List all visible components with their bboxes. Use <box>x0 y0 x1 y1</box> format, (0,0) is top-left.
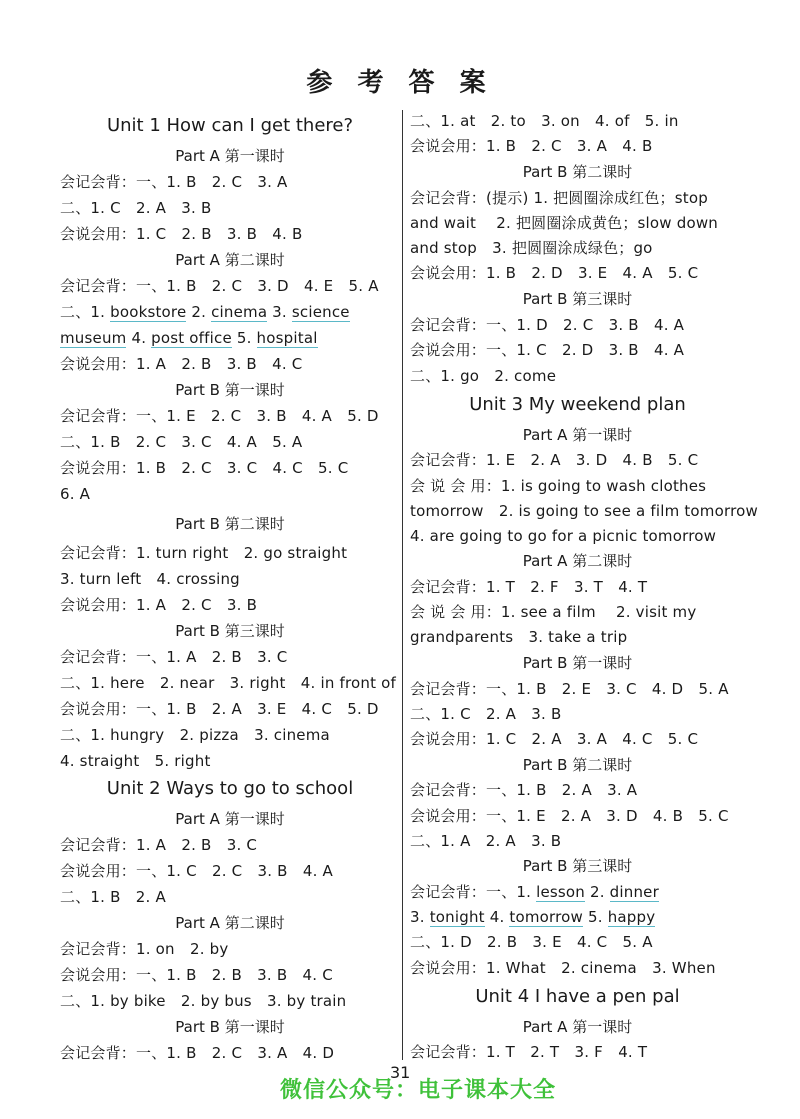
answer-line: 会 说 会 用：1. see a film 2. visit my <box>410 603 697 621</box>
section-heading: Part B 第三课时 <box>175 622 285 640</box>
section-heading: Part B 第三课时 <box>522 857 633 875</box>
answer-line: 会记会背：一、1. B 2. C 3. A 4. D <box>60 1044 335 1062</box>
answer-line: 二、1. here 2. near 3. right 4. in front of <box>60 674 397 692</box>
answer-line: 二、1. B 2. C 3. C 4. A 5. A <box>60 433 303 451</box>
answer-line: 二、1. B 2. A <box>60 888 166 906</box>
answer-line: 会说会用：一、1. B 2. A 3. E 4. C 5. D <box>60 700 379 718</box>
answer-line: 3. turn left 4. crossing <box>60 570 240 588</box>
answer-word: hospital <box>256 329 318 347</box>
unit-2-heading: Unit 2 Ways to go to school <box>106 778 354 799</box>
answer-word: dinner <box>609 883 659 901</box>
section-heading: Part A 第一课时 <box>522 1018 633 1036</box>
answer-line: 二、1. C 2. A 3. B <box>60 199 212 217</box>
section-heading: Part A 第二课时 <box>175 251 285 269</box>
answer-line: 6. A <box>60 485 91 503</box>
answer-word: science <box>291 303 350 321</box>
answer-line: 会说会用：一、1. E 2. A 3. D 4. B 5. C <box>410 807 729 825</box>
answer-line <box>410 907 655 927</box>
answer-text: 2. <box>585 883 610 901</box>
answer-line: 4. are going to go for a picnic tomorrow <box>410 527 717 545</box>
answer-line: 会说会用：1. A 2. C 3. B <box>60 596 258 614</box>
answer-text: 5. <box>231 329 257 347</box>
answer-line: 会说会用：一、1. C 2. C 3. B 4. A <box>60 862 334 880</box>
answer-line <box>410 882 659 902</box>
answer-word: tomorrow <box>509 908 584 926</box>
answer-line: 会说会用：1. A 2. B 3. B 4. C <box>60 355 303 373</box>
answer-line: 会记会背：1. T 2. T 3. F 4. T <box>410 1043 648 1061</box>
answer-line: 会说会用：1. B 2. C 3. C 4. C 5. C <box>60 459 349 477</box>
section-heading: Part A 第二课时 <box>175 914 285 932</box>
answer-line: 二、1. go 2. come <box>410 367 557 385</box>
answer-text: 2. <box>186 303 212 321</box>
page-title: 参 考 答 案 <box>306 68 494 98</box>
section-heading: Part A 第一课时 <box>175 810 285 828</box>
column-divider <box>402 110 403 1060</box>
answer-line <box>60 328 318 348</box>
answer-line: 二、1. by bike 2. by bus 3. by train <box>60 992 347 1010</box>
answer-line: 会 说 会 用：1. is going to wash clothes <box>410 477 707 495</box>
answer-line: 会说会用：一、1. C 2. D 3. B 4. A <box>410 341 685 359</box>
answer-word: bookstore <box>110 303 187 321</box>
answer-line: 会说会用：1. C 2. A 3. A 4. C 5. C <box>410 730 699 748</box>
answer-line: 4. straight 5. right <box>60 752 211 770</box>
answer-line <box>60 302 350 322</box>
section-heading: Part B 第二课时 <box>522 163 633 181</box>
answer-line: 会记会背：1. T 2. F 3. T 4. T <box>410 578 648 596</box>
answer-text: 5. <box>583 908 608 926</box>
answer-word: tonight <box>429 908 485 926</box>
section-heading: Part B 第二课时 <box>175 515 285 533</box>
page-number: 31 <box>390 1063 411 1082</box>
answer-line: 会说会用：1. C 2. B 3. B 4. B <box>60 225 303 243</box>
answer-word: cinema <box>211 303 268 321</box>
answer-word: museum <box>60 329 127 347</box>
answer-line: 会记会背：1. E 2. A 3. D 4. B 5. C <box>410 451 699 469</box>
answer-line: 会记会背：一、1. A 2. B 3. C <box>60 648 288 666</box>
answer-line: 会记会背：一、1. E 2. C 3. B 4. A 5. D <box>60 407 379 425</box>
answer-line: 二、1. at 2. to 3. on 4. of 5. in <box>410 112 679 130</box>
answer-text: 会记会背：一、1. <box>410 883 537 901</box>
answer-word: happy <box>607 908 656 926</box>
answer-line: 会记会背：一、1. B 2. C 3. D 4. E 5. A <box>60 277 379 295</box>
section-heading: Part A 第二课时 <box>522 552 633 570</box>
section-heading: Part B 第一课时 <box>175 381 285 399</box>
answer-line: grandparents 3. take a trip <box>410 628 628 646</box>
answer-line: 会说会用：1. B 2. C 3. A 4. B <box>410 137 653 155</box>
section-heading: Part B 第二课时 <box>522 756 633 774</box>
answer-word: post office <box>151 329 232 347</box>
section-heading: Part B 第一课时 <box>175 1018 285 1036</box>
unit-4-heading: Unit 4 I have a pen pal <box>475 986 680 1007</box>
unit-3-heading: Unit 3 My weekend plan <box>469 394 686 415</box>
answer-line: 会记会背：一、1. B 2. A 3. A <box>410 781 638 799</box>
answer-line: 会说会用：1. B 2. D 3. E 4. A 5. C <box>410 264 699 282</box>
answer-line: 会记会背：1. on 2. by <box>60 940 229 958</box>
answer-line: 会记会背：(提示) 1. 把圆圈涂成红色；stop <box>410 189 708 207</box>
answer-line: 会记会背：一、1. D 2. C 3. B 4. A <box>410 316 685 334</box>
unit-1-heading: Unit 1 How can I get there? <box>106 115 354 136</box>
watermark: 微信公众号：电子课本大全 <box>280 1078 557 1103</box>
answer-line: 会说会用：1. What 2. cinema 3. When <box>410 959 716 977</box>
answer-text: 4. <box>126 329 152 347</box>
answer-text: 3. <box>410 908 430 926</box>
answer-text: 二、1. <box>60 303 111 321</box>
answer-line: tomorrow 2. is going to see a film tomorrow <box>410 502 758 520</box>
answer-line: and stop 3. 把圆圈涂成绿色；go <box>410 239 653 257</box>
answer-text: 4. <box>484 908 510 926</box>
answer-line: 会说会用：一、1. B 2. B 3. B 4. C <box>60 966 333 984</box>
answer-line: 二、1. D 2. B 3. E 4. C 5. A <box>410 933 653 951</box>
answer-line: and wait 2. 把圆圈涂成黄色；slow down <box>410 214 719 232</box>
answer-line: 二、1. C 2. A 3. B <box>410 705 562 723</box>
answer-word: lesson <box>536 883 586 901</box>
answer-line: 会记会背：1. A 2. B 3. C <box>60 836 258 854</box>
section-heading: Part A 第一课时 <box>175 147 285 165</box>
answer-text: 3. <box>267 303 292 321</box>
section-heading: Part A 第一课时 <box>522 426 633 444</box>
section-heading: Part B 第一课时 <box>522 654 633 672</box>
answer-line: 会记会背：一、1. B 2. E 3. C 4. D 5. A <box>410 680 729 698</box>
section-heading: Part B 第三课时 <box>522 290 633 308</box>
answer-line: 会记会背：一、1. B 2. C 3. A <box>60 173 288 191</box>
answer-line: 二、1. hungry 2. pizza 3. cinema <box>60 726 330 744</box>
answer-line: 二、1. A 2. A 3. B <box>410 832 562 850</box>
answer-line: 会记会背：1. turn right 2. go straight <box>60 544 348 562</box>
